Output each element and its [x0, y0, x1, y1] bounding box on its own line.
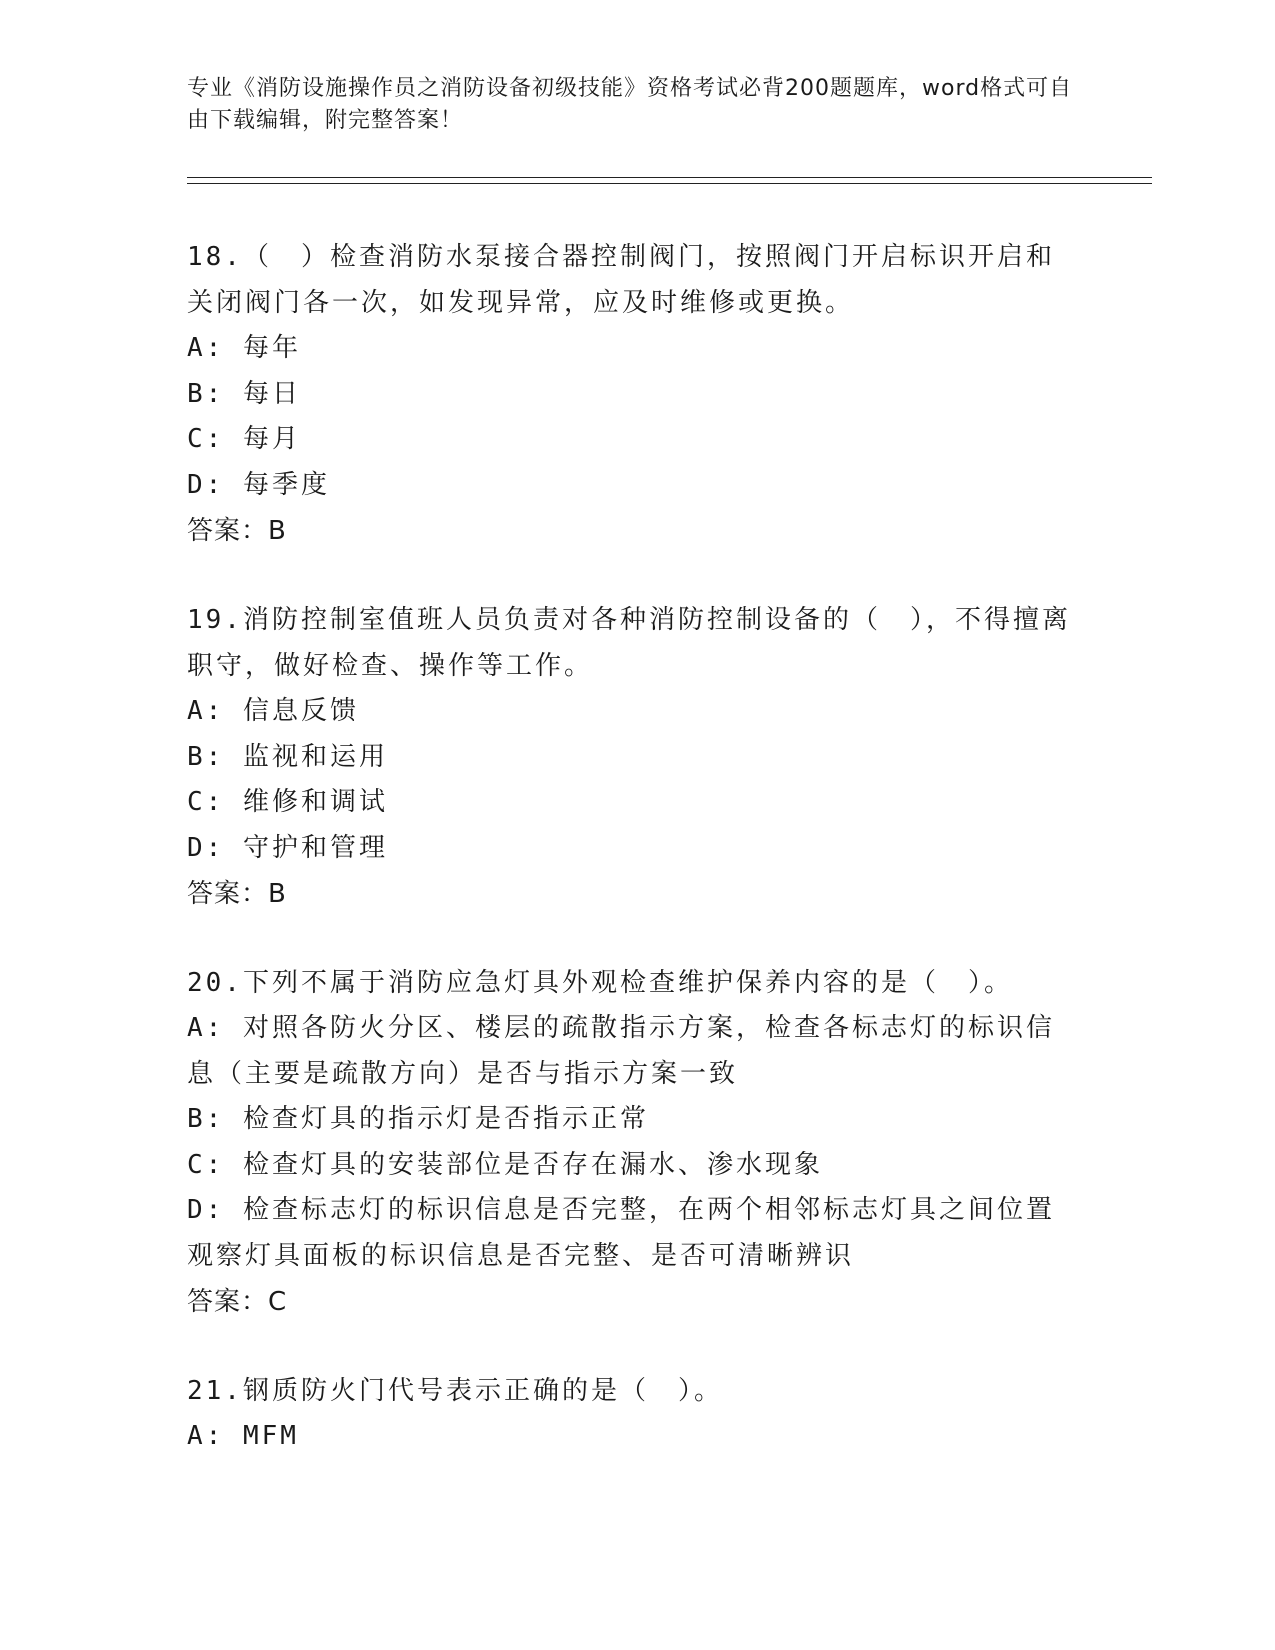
answer-line: 答案：B	[187, 516, 287, 546]
document-header: 专业《消防设施操作员之消防设备初级技能》资格考试必背200题题库，word格式可自由下载编辑，附完整答案！	[187, 76, 1073, 133]
question-stem: 19.消防控制室值班人员负责对各种消防控制设备的（ ），不得擅离职守，做好检查、操作等工作。	[187, 605, 1071, 681]
question-20	[187, 960, 1077, 1325]
option-c: C: 每月	[187, 424, 301, 454]
answer-line: 答案：B	[187, 879, 287, 909]
question-21	[187, 1368, 1077, 1460]
header-divider-bottom	[187, 183, 1152, 184]
question-stem: 18.（ ）检查消防水泵接合器控制阀门，按照阀门开启标识开启和关闭阀门各一次，如发现异常，应及时维修或更换。	[187, 242, 1055, 318]
question-19	[187, 597, 1077, 917]
option-d: D: 每季度	[187, 469, 330, 500]
question-stem: 20.下列不属于消防应急灯具外观检查维护保养内容的是（ ）。	[187, 968, 1013, 998]
option-a: A: MFM	[187, 1421, 299, 1451]
question-18	[187, 234, 1077, 554]
option-c: C: 检查灯具的安装部位是否存在漏水、渗水现象	[187, 1149, 823, 1180]
option-a: A: 信息反馈	[187, 696, 359, 726]
answer-line: 答案：C	[187, 1287, 288, 1317]
option-d: D: 守护和管理	[187, 832, 388, 863]
question-stem: 21.钢质防火门代号表示正确的是（ ）。	[187, 1376, 723, 1406]
question-list	[187, 234, 1077, 1460]
option-b: B: 每日	[187, 378, 301, 409]
option-c: C: 维修和调试	[187, 787, 388, 817]
option-b: B: 检查灯具的指示灯是否指示正常	[187, 1104, 649, 1134]
option-b: B: 监视和运用	[187, 741, 388, 772]
header-divider-top	[187, 177, 1152, 178]
option-a: A: 每年	[187, 333, 301, 363]
option-a: A: 对照各防火分区、楼层的疏散指示方案，检查各标志灯的标识信息（主要是疏散方向）是否与指示方案一致	[187, 1013, 1055, 1089]
option-d: D: 检查标志灯的标识信息是否完整，在两个相邻标志灯具之间位置观察灯具面板的标识信息是否完整、是否可清晰辨识	[187, 1195, 1055, 1271]
